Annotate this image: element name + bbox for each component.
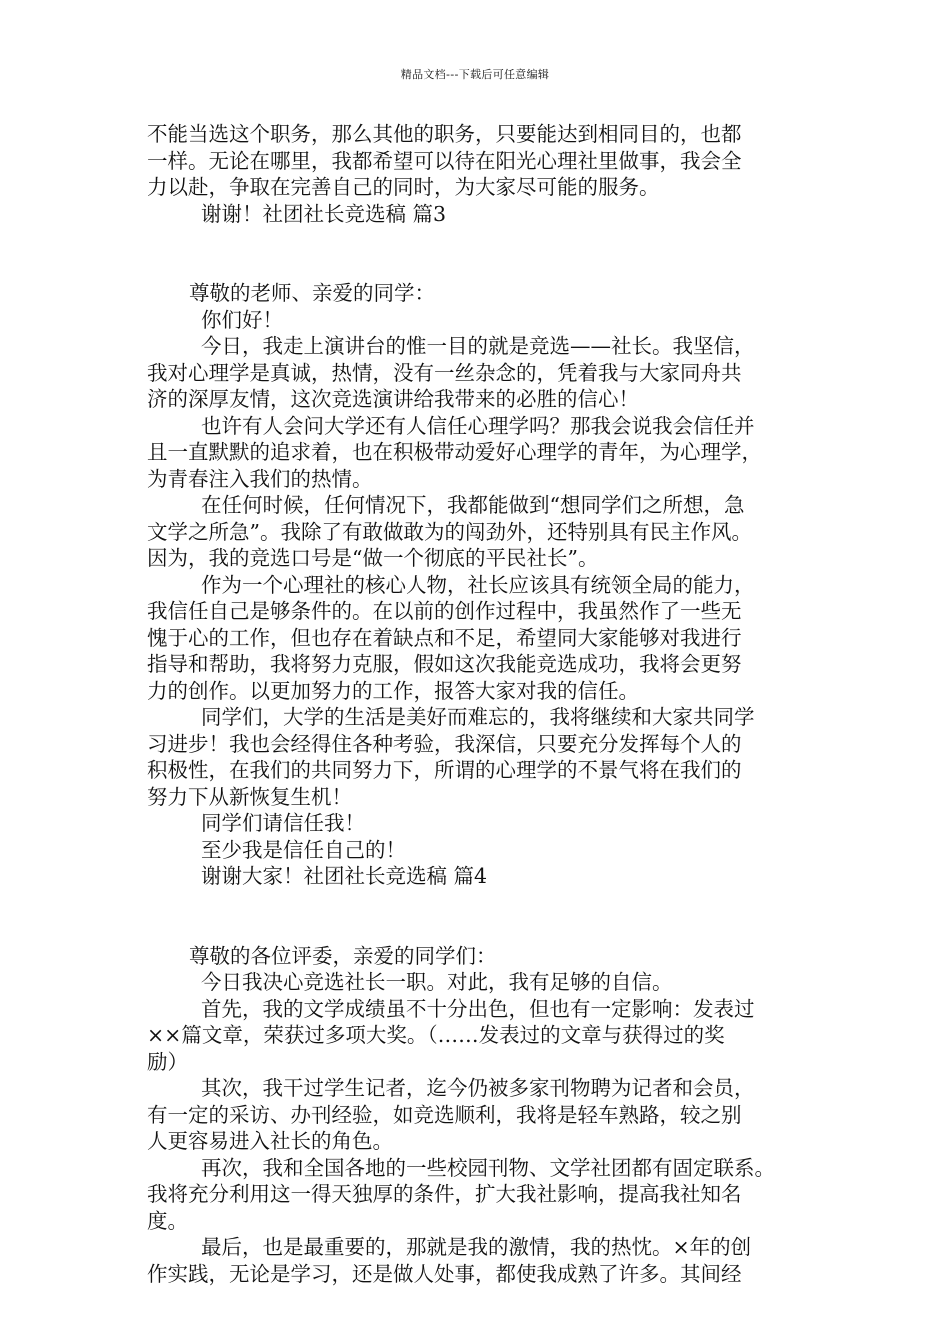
- body-line: 文学之所急”。我除了有敢做敢为的闯劲外，还特别具有民主作风。: [147, 519, 752, 544]
- body-line: 作实践，无论是学习，还是做人处事，都使我成熟了许多。其间经: [147, 1261, 742, 1286]
- body-line: 今日我决心竞选社长一职。对此，我有足够的自信。: [201, 970, 673, 994]
- body-line: 我将充分利用这一得天独厚的条件，扩大我社影响，提高我社知名: [147, 1182, 742, 1206]
- body-line: 在任何时候，任何情况下，我都能做到“想同学们之所想，急: [201, 493, 745, 517]
- body-line: 我信任自己是够条件的。在以前的创作过程中，我虽然作了一些无: [147, 599, 742, 623]
- body-line: 同学们请信任我！: [201, 811, 365, 835]
- salutation: 尊敬的老师、亲爱的同学：: [189, 281, 435, 305]
- body-line: 有一定的采访、办刊经验，如竞选顺利，我将是轻车熟路，较之别: [147, 1102, 742, 1127]
- body-line: 励）: [147, 1049, 188, 1074]
- body-line: 不能当选这个职务，那么其他的职务，只要能达到相同目的，也都: [147, 122, 742, 146]
- body-line: 因为，我的竞选口号是“做一个彻底的平民社长”。: [147, 546, 599, 570]
- body-line: 我对心理学是真诚，热情，没有一丝杂念的，凭着我与大家同舟共: [147, 360, 742, 385]
- body-line: 今日，我走上演讲台的惟一目的就是竞选——社长。我坚信，: [201, 334, 755, 358]
- body-line: 人更容易进入社长的角色。: [147, 1129, 393, 1153]
- body-line: 为青春注入我们的热情。: [147, 466, 373, 491]
- body-line: 指导和帮助，我将努力克服，假如这次我能竞选成功，我将会更努: [147, 652, 742, 676]
- document-body: [147, 121, 827, 1287]
- body-line: 同学们，大学的生活是美好而难忘的，我将继续和大家共同学: [201, 705, 755, 729]
- body-line: 也许有人会问大学还有人信任心理学吗？那我会说我会信任并: [201, 413, 755, 438]
- body-line: 习进步！我也会经得住各种考验，我深信，只要充分发挥每个人的: [147, 731, 742, 756]
- body-line: 力的创作。以更加努力的工作，报答大家对我的信任。: [147, 678, 639, 703]
- body-line: ××篇文章，荣获过多项大奖。（……发表过的文章与获得过的奖: [147, 1023, 725, 1047]
- body-line: 最后，也是最重要的，那就是我的激情，我的热忱。×年的创: [201, 1235, 752, 1259]
- body-line: 其次，我干过学生记者，迄今仍被多家刊物聘为记者和会员，: [201, 1076, 755, 1100]
- body-line: 一样。无论在哪里，我都希望可以待在阳光心理社里做事，我会全: [147, 148, 742, 173]
- body-line: 且一直默默的追求着，也在积极带动爱好心理学的青年，为心理学，: [147, 440, 762, 464]
- section-heading: 谢谢！社团社长竞选稿 篇3: [201, 201, 447, 226]
- salutation: 尊敬的各位评委，亲爱的同学们：: [189, 943, 497, 968]
- page-header: 精品文档---下载后可任意编辑: [400, 68, 550, 81]
- section-heading: 谢谢大家！社团社长竞选稿 篇4: [201, 864, 488, 888]
- body-line: 努力下从新恢复生机！: [147, 784, 352, 809]
- body-line: 力以赴，争取在完善自己的同时，为大家尽可能的服务。: [147, 175, 660, 199]
- body-line: 首先，我的文学成绩虽不十分出色，但也有一定影响：发表过: [201, 996, 755, 1021]
- body-line: 作为一个心理社的核心人物，社长应该具有统领全局的能力，: [201, 572, 755, 597]
- body-line: 至少我是信任自己的！: [201, 837, 406, 862]
- body-line: 度。: [147, 1208, 188, 1233]
- body-line: 愧于心的工作，但也存在着缺点和不足，希望同大家能够对我进行: [147, 625, 742, 650]
- body-line: 你们好！: [201, 307, 283, 332]
- body-line: 积极性，在我们的共同努力下，所谓的心理学的不景气将在我们的: [147, 758, 742, 782]
- body-line: 再次，我和全国各地的一些校园刊物、文学社团都有固定联系。: [201, 1155, 775, 1180]
- body-line: 济的深厚友情，这次竞选演讲给我带来的必胜的信心！: [147, 387, 639, 411]
